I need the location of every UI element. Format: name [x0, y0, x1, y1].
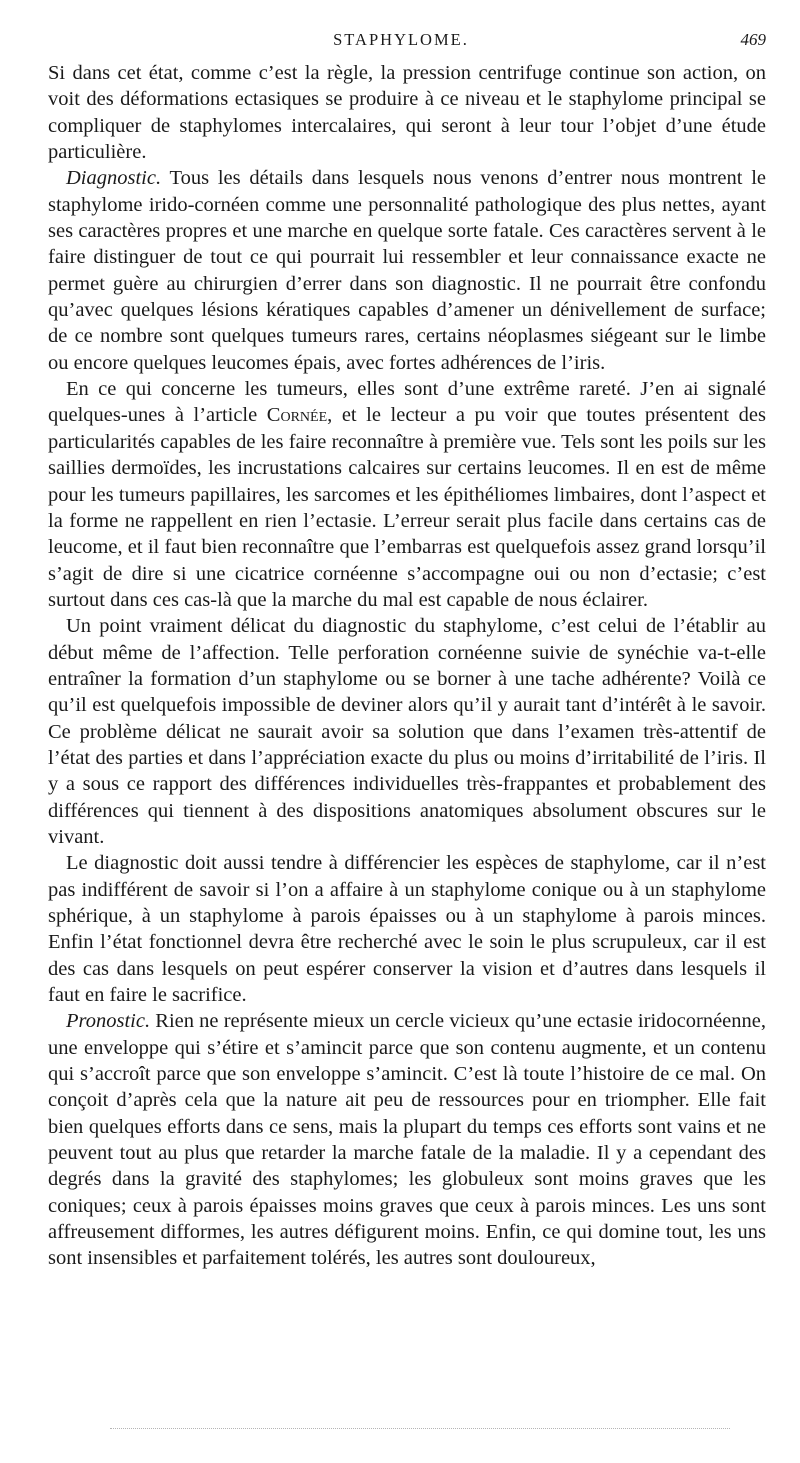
- paragraph-text: Tous les détails dans lesquels nous venons d’entrer nous montrent le staphylome irido-cornéen comme une personnalité pathologique des plus nettes, ayant ses caractères propres et une marche en quelque sorte fatale. Ces caractères servent à le faire distinguer de tout ce qui pourrait lui ressembler et leur connaissance exacte ne permet guère au chirurgien d’errer dans son diagnostic. Il ne pourrait être confondu qu’avec quelques lésions kératiques capables d’amener un dénivellement de surface; de ce nombre sont quelques tumeurs rares, certains néoplasmes siégeant sur le limbe ou encore quelques leucomes épais, avec fortes adhérences de l’iris.: [48, 167, 766, 374]
- page-number: 469: [740, 30, 766, 49]
- section-heading-diagnostic: Diagnostic.: [66, 167, 162, 190]
- paragraph-text: Si dans cet état, comme c’est la règle, la pression centrifuge continue son action, on voit des déformations ectasiques se produire à ce niveau et le staphylome principal se compliquer de staphylomes intercalaires, qui seront à leur tour l’objet d’une étude particulière.: [48, 62, 766, 164]
- paragraph-text: Le diagnostic doit aussi tendre à différencier les espèces de staphylome, car il n’est pas indifférent de savoir si l’on a affaire à un staphylome conique ou à un staphylome sphérique, à un staphylome à parois épaisses ou à un staphylome à parois minces. Enfin l’état fonctionnel devra être recherché avec le soin le plus scrupuleux, car il est des cas dans lesquels on peut espérer conserver la vision et d’autres dans lesquels il faut en faire le sacrifice.: [48, 852, 766, 1007]
- body-text: [48, 60, 766, 1272]
- section-heading-pronostic: Pronostic.: [66, 1010, 151, 1033]
- paragraph-tumeurs: [48, 376, 766, 613]
- paragraph-point-delicat: [48, 613, 766, 850]
- paragraph-pronostic: [48, 1008, 766, 1271]
- paragraph-text: Un point vraiment délicat du diagnostic du staphylome, c’est celui de l’établir au début même de l’affection. Telle perforation cornéenne suivie de synéchie va-t-elle entraîner la formation d’un staphylome ou se borner à une tache adhérente? Voilà ce qu’il est quelquefois impossible de deviner alors qu’il y aurait tant d’intérêt à le savoir. Ce problème délicat ne saurait avoir sa solution que dans l’examen très-attentif de l’état des parties et dans l’appréciation exacte du plus ou moins d’irritabilité de l’iris. Il y a sous ce rapport des différences individuelles très-frappantes et probablement des différences qui tiennent à des dispositions anatomiques absolument obscures sur le vivant.: [48, 615, 766, 848]
- paragraph-1: [48, 60, 766, 165]
- running-head: [48, 30, 766, 60]
- paragraph-especes: [48, 850, 766, 1008]
- running-title: STAPHYLOME.: [333, 30, 469, 49]
- paragraph-text: , et le lecteur a pu voir que toutes présentent des particularités capables de les faire reconnaître à première vue. Tels sont les poils sur les saillies dermoïdes, les incrustations calcaires sur certains leucomes. Il en est de même pour les tumeurs papillaires, les sarcomes et les épithéliomes limbaires, dont l’aspect et la forme ne rappellent en rien l’ectasie. L’erreur serait plus facile dans certains cas de leucome, et il faut bien reconnaître que l’embarras est quelquefois assez grand lorsqu’il s’agit de dire si une cicatrice cornéenne s’accompagne oui ou non d’ectasie; c’est surtout dans ces cas-là que la marche du mal est capable de nous éclairer.: [48, 404, 766, 611]
- paragraph-diagnostic: [48, 165, 766, 376]
- bleed-through-rule: [110, 1428, 730, 1429]
- paragraph-text: Rien ne représente mieux un cercle vicieux qu’une ectasie iridocornéenne, une enveloppe qui s’étire et s’amincit parce que son contenu augmente, et un contenu qui s’accroît parce que son enveloppe s’amincit. C’est là toute l’histoire de ce mal. On conçoit d’après cela que la nature ait peu de ressources pour en triompher. Elle fait bien quelques efforts dans ce sens, mais la plupart du temps ces efforts sont vains et ne peuvent tout au plus que retarder la marche fatale de la maladie. Il y a cependant des degrés dans la gravité des staphylomes; les globuleux sont moins graves que les coniques; ceux à parois épaisses moins graves que ceux à parois minces. Les uns sont affreusement difformes, les autres défigurent moins. Enfin, ce qui domine tout, les uns sont insensibles et parfaitement tolérés, les autres sont douloureux,: [48, 1010, 766, 1270]
- paragraph-text: En ce qui concerne les tumeurs, elles sont d’une extrême rareté. J’en ai signalé quelques-unes à l’article: [48, 378, 766, 427]
- cross-reference-cornee: Cornée: [266, 404, 328, 427]
